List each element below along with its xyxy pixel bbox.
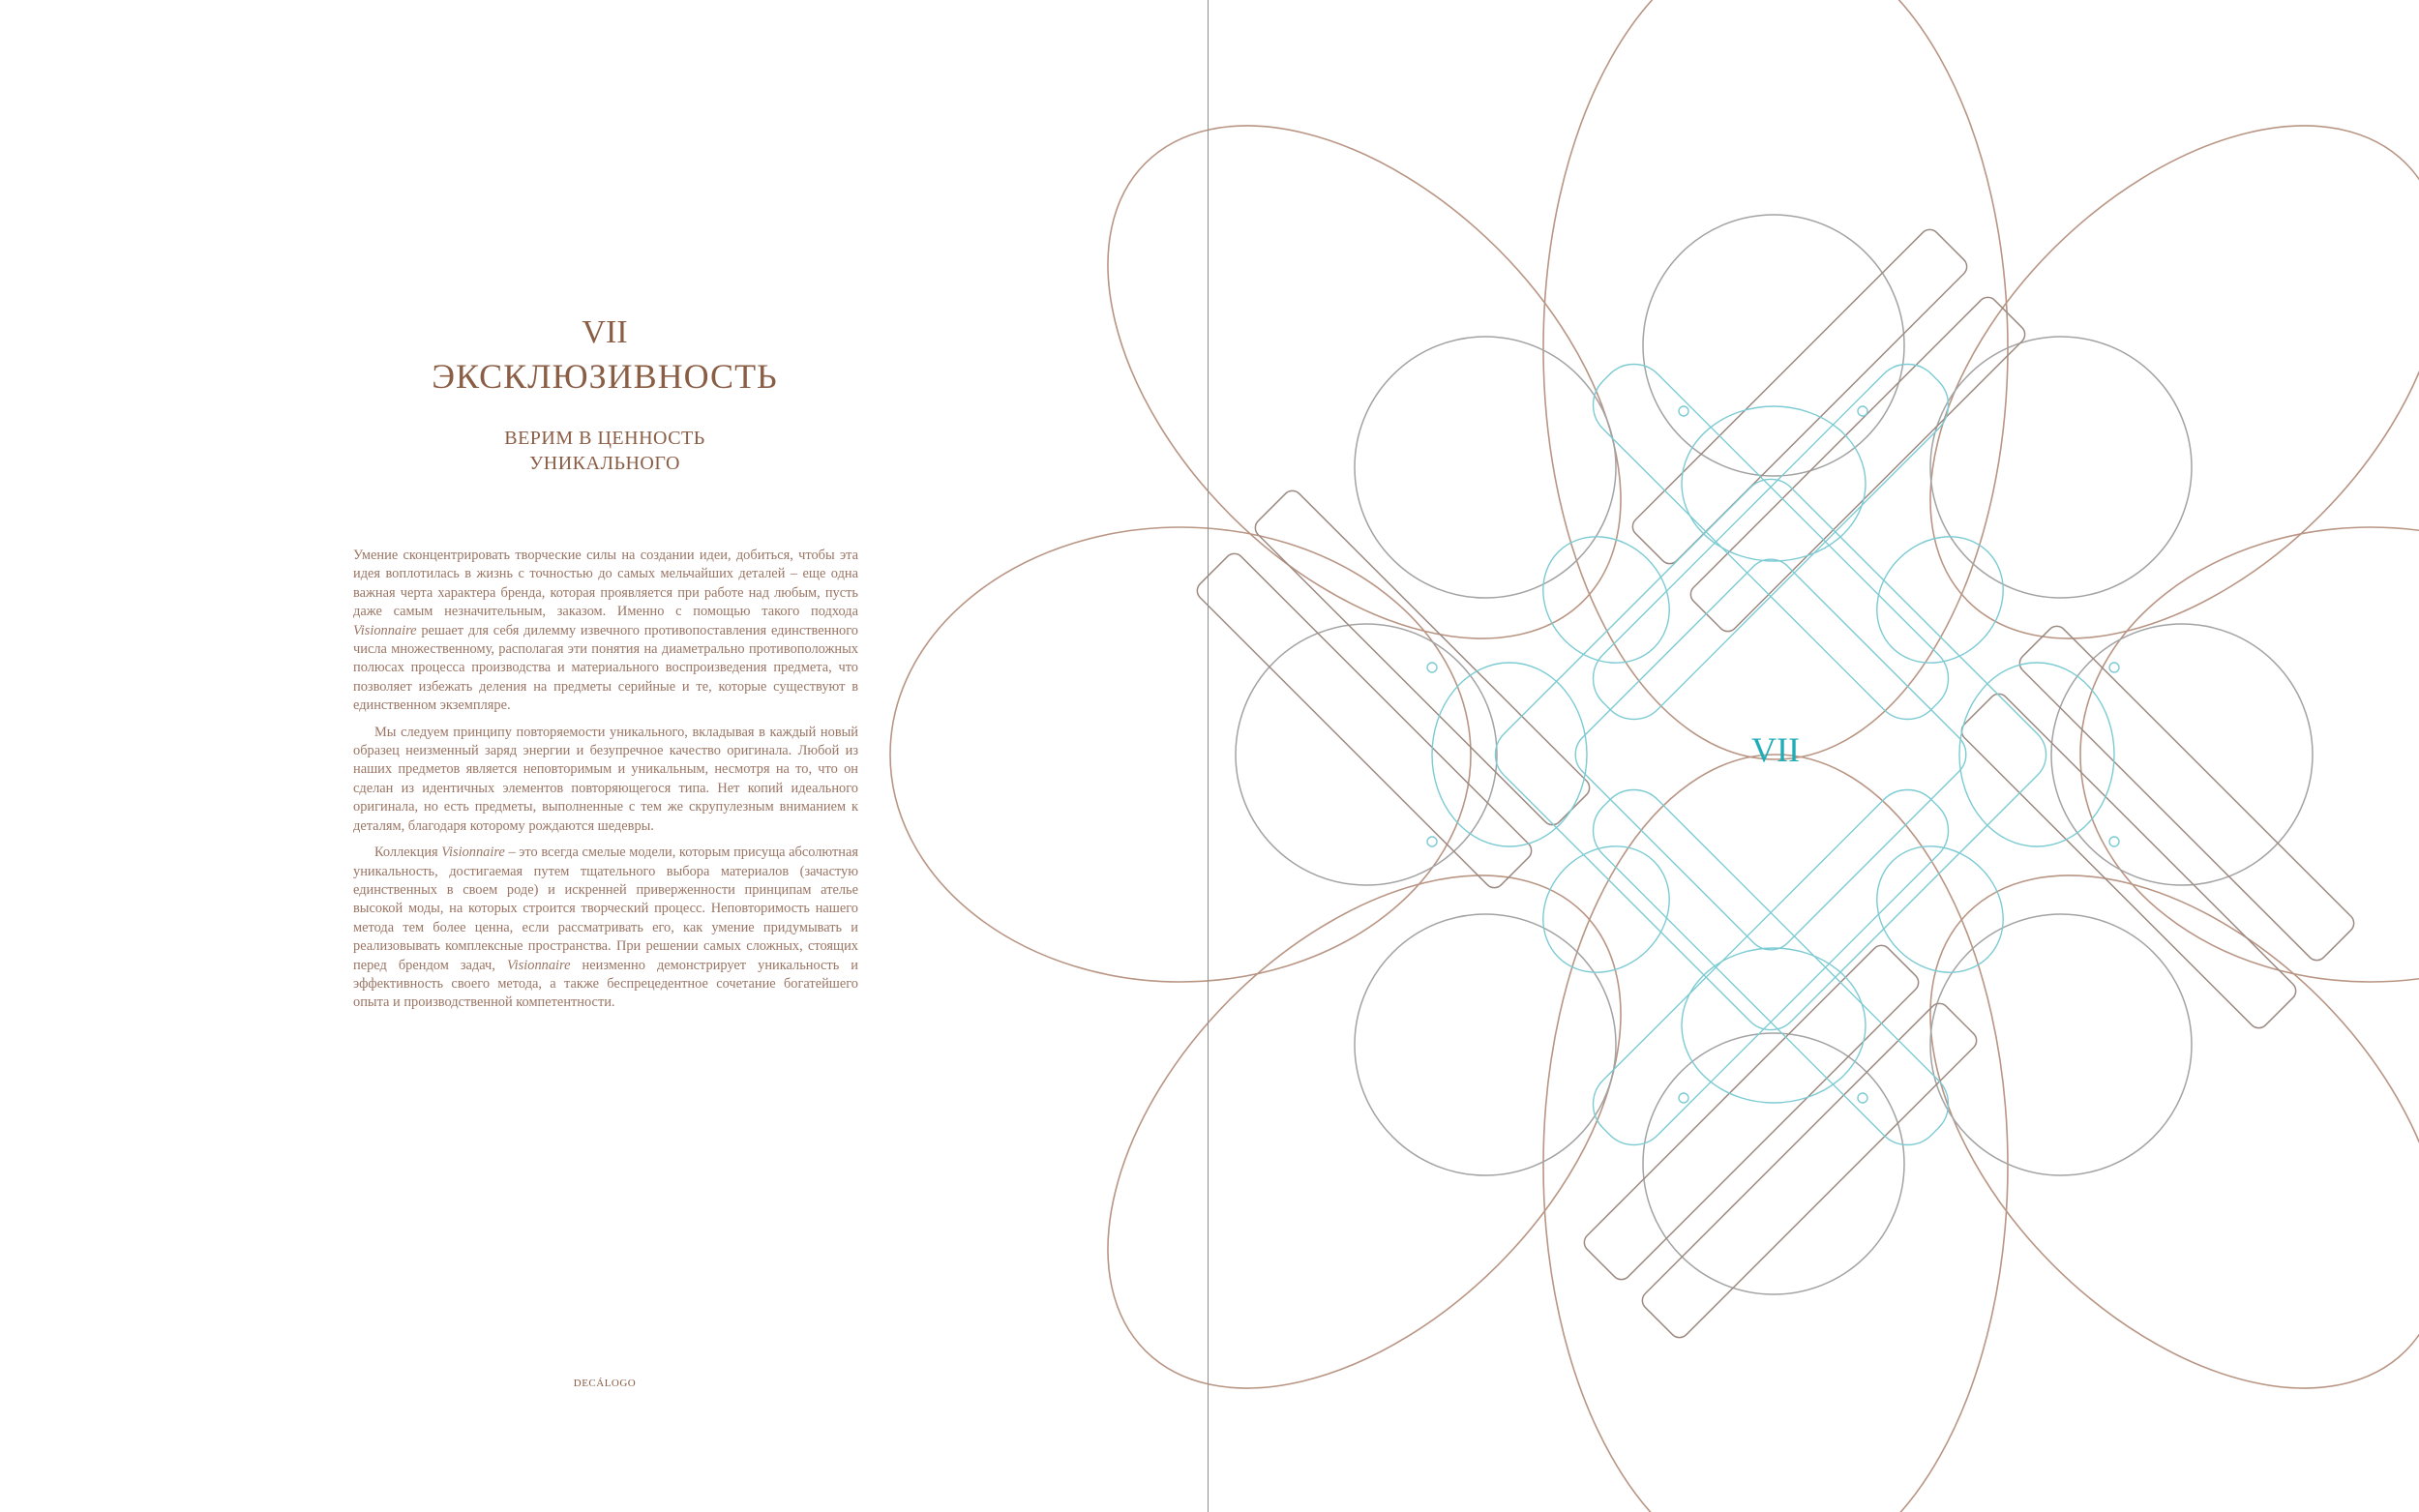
paragraph-1-text-b: решает для себя дилемму извечного противопоставления единственного числа множественному, располагая эти понятия на диаметрально противоположных полюсах процесса производства и материального воспроизведения предмета, что позволяет избежать деления на предметы серийные и те, которые существуют в единственном экземпляре. [353,622,858,714]
teal-lobe-sw [1517,820,1695,998]
subtitle-line-2: УНИКАЛЬНОГО [529,453,680,474]
bar-ne-inner [1687,293,2029,636]
teal-lobe-nw [1517,511,1695,689]
circle-n [1643,215,1904,476]
teal-band-4 [1579,776,1962,1159]
brand-name: Visionnaire [506,957,571,973]
teal-lobe-se [1851,820,2029,998]
petal-top-right [1835,30,2419,734]
bar-sw-outer [1580,941,1923,1284]
teal-dot [1679,1093,1688,1103]
petal-bottom [1543,755,2008,1512]
teal-band-2 [1579,776,1962,1159]
paragraph-3-text-b: – это всегда смелые модели, которым присуща абсолютная уникальность, достигаемая путем тщательного выбора материалов (зачастую единственных в своем роде) и искренней приверженности принципам ателье высокой моды, на которых строится творческий процесс. Неповторимость нашего метода тем более ценна, если рассматривать его, как умение придумывать и реализовывать комплексные пространства. При решении самых сложных, стоящих перед брендом задач, [353,845,858,973]
petal-bottom-right [1835,780,2419,1484]
circle-se [1930,914,2192,1175]
teal-dot [1427,663,1437,672]
circle-w [1236,624,1497,885]
teal-band-1 [1579,350,1962,733]
footer-label: DECÁLOGO [573,1378,637,1389]
ornament-numeral: VII [1751,730,1800,769]
teal-dot [1427,837,1437,846]
bar-nw-inner [1251,487,1594,829]
subtitle-line-1: ВЕРИМ В ЦЕННОСТЬ [504,428,705,449]
teal-dot [2109,837,2119,846]
circle-e [2051,624,2313,885]
circle-ne [1930,337,2192,598]
teal-lobe-w [1432,663,1587,846]
teal-band-3 [1579,350,1962,733]
paragraph-1-text-a: Умение сконцентрировать творческие силы на создании идеи, добиться, чтобы эта идея воплотилась в жизнь с точностью до самых мельчайших деталей – еще одна важная черта характера бренда, которая проявляется при работе над любым, пусть даже самым незначительным, заказом. Именно с помощью такого подхода [353,548,858,620]
brand-name: Visionnaire [353,622,417,638]
bar-nw-outer [1193,549,1536,892]
petal-top-left [1012,30,1717,734]
chapter-numeral: VII [582,314,628,350]
circle-s [1643,1033,1904,1294]
teal-lobe-ne [1851,511,2029,689]
teal-dot [2109,663,2119,672]
bar-sw-inner [1638,999,1981,1342]
paragraph-3-text-c: неизменно демонстрирует уникальность и эффективность своего метода, а также беспрецедентное сочетание богатейшего опыта и производственной компетентности. [353,957,859,1011]
teal-dot [1858,1093,1867,1103]
brand-name: Visionnaire [441,845,505,861]
paragraph-2: Мы следуем принципу повторяемости уникального, вкладывая в каждый новый образец неизменный заряд энергии и безупречное качество оригинала. Любой из наших предметов является неповторимым и уникальным, несмотря на то, что он сделан из идентичных элементов повторяющегося типа. Нет копий идеального оригинала, но есть предметы, выполненные с тем же скрупулезным вниманием к деталям, благодаря которому рождаются шедевры. [353,724,858,834]
paragraph-3-text-a: Коллекция [374,845,442,861]
chapter-title: ЭКСКЛЮЗИВНОСТЬ [432,357,778,396]
diagonal-bars [1193,225,2358,1342]
teal-dot [1858,406,1867,416]
page-fold-divider [1208,0,1209,1512]
petal-left [890,527,1471,982]
petal-right [2080,527,2419,982]
teal-dot [1679,406,1688,416]
teal-lobe-e [1959,663,2114,846]
bar-se-inner [1957,690,2300,1032]
